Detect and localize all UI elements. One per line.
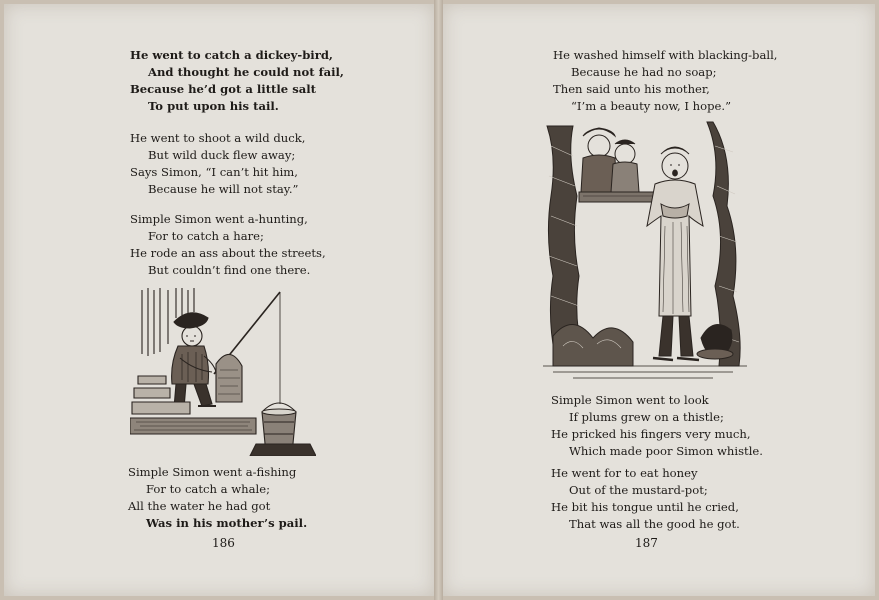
verse-line: But wild duck flew away;: [148, 148, 296, 162]
verse-line: He washed himself with blacking-ball,: [553, 48, 778, 62]
verse-line: That was all the good he got.: [569, 517, 740, 531]
fishing-illustration: [130, 284, 316, 456]
verse-line: Then said unto his mother,: [553, 82, 710, 96]
right-page: [443, 4, 875, 596]
verse-line: Because he will not stay.”: [148, 182, 299, 196]
verse-line: Simple Simon went to look: [551, 393, 709, 407]
verse-line: Which made poor Simon whistle.: [569, 444, 763, 458]
page-number: 186: [212, 536, 235, 550]
stanza-6: [551, 392, 763, 460]
verse-line: Simple Simon went a-fishing: [128, 465, 297, 479]
verse-line: Out of the mustard-pot;: [569, 483, 708, 497]
verse-line: “I’m a beauty now, I hope.”: [571, 99, 731, 113]
verse-line: Because he had no soap;: [571, 65, 717, 79]
left-page: [4, 4, 434, 596]
verse-line: He went for to eat honey: [551, 466, 698, 480]
stanza-4: [128, 464, 307, 532]
verse-line: He bit his tongue until he cried,: [551, 500, 739, 514]
verse-line: He went to catch a dickey-bird,: [130, 48, 333, 62]
verse-line: But couldn’t find one there.: [148, 263, 311, 277]
verse-line: Simple Simon went a-hunting,: [130, 212, 308, 226]
stanza-2: [130, 130, 305, 198]
verse-line: If plums grew on a thistle;: [569, 410, 724, 424]
boys-illustration: [543, 116, 747, 386]
verse-line: Because he’d got a little salt: [130, 82, 317, 96]
stanza-7: [551, 465, 740, 533]
verse-line: And thought he could not fail,: [148, 65, 344, 79]
verse-line: To put upon his tail.: [148, 99, 279, 113]
verse-line: He pricked his fingers very much,: [551, 427, 751, 441]
verse-line: He rode an ass about the streets,: [130, 246, 326, 260]
verse-line: Says Simon, “I can’t hit him,: [130, 165, 298, 179]
verse-line: He went to shoot a wild duck,: [130, 131, 306, 145]
page-number: 187: [635, 536, 658, 550]
stanza-1: [130, 47, 344, 115]
verse-line: Was in his mother’s pail.: [146, 516, 308, 530]
verse-line: For to catch a whale;: [146, 482, 271, 496]
verse-line: For to catch a hare;: [148, 229, 264, 243]
stanza-5: [553, 47, 778, 115]
verse-line: All the water he had got: [128, 499, 271, 513]
book-gutter: [434, 0, 443, 600]
stanza-3: [130, 211, 326, 279]
